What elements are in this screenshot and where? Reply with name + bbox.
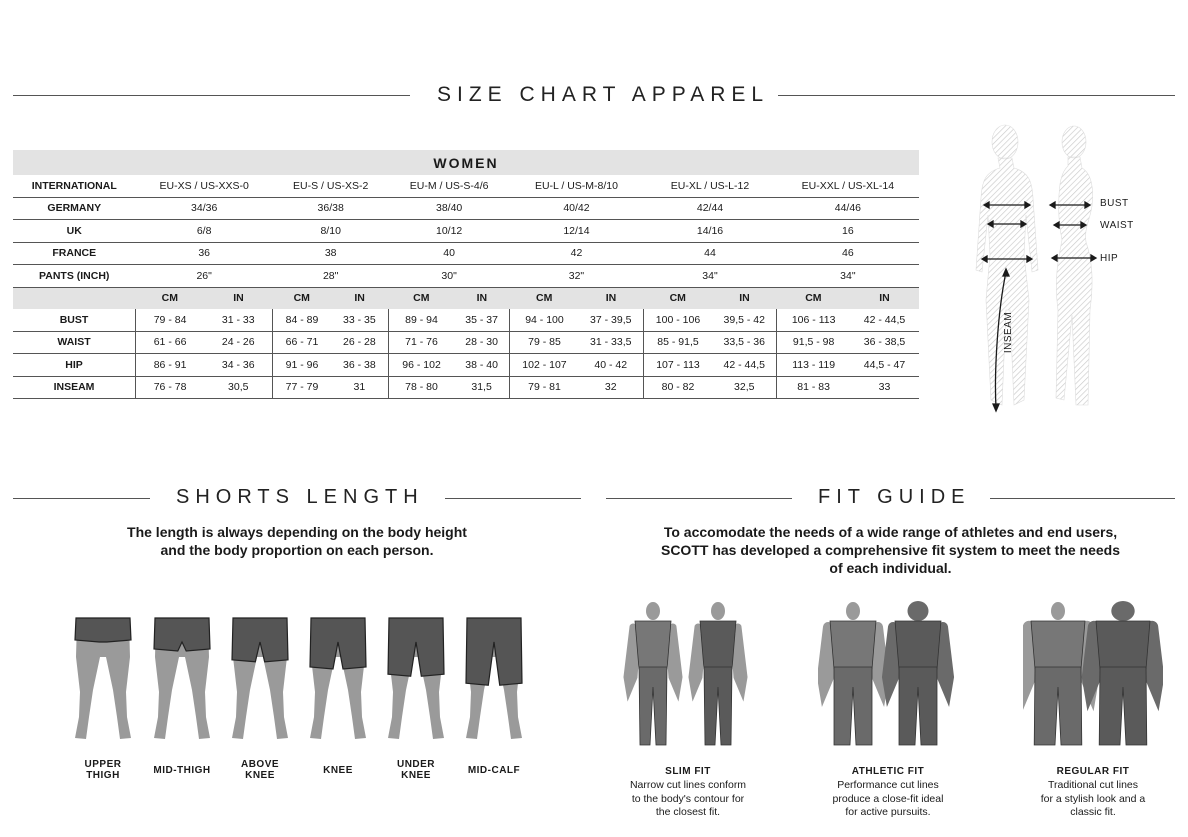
size-cell: 34" (643, 265, 777, 288)
shorts-length-label-line-2: KNEE (401, 770, 431, 781)
measure-cell: 32,5 (712, 376, 777, 399)
shorts-length-label-line-1: MID-CALF (467, 765, 521, 776)
unit-row-blank (13, 287, 136, 309)
waist-label: WAIST (1100, 220, 1134, 231)
measure-cell: 113 - 119 (777, 354, 850, 377)
measure-cell: 24 - 26 (204, 331, 273, 354)
measure-row-1 (13, 331, 919, 354)
measure-cell: 31 - 33,5 (579, 331, 644, 354)
unit-row (13, 287, 919, 309)
fit-description-line: produce a close-fit ideal (832, 792, 944, 805)
fit-description (606, 523, 1175, 577)
unit-in: IN (579, 287, 644, 309)
measure-cell: 33 - 35 (331, 309, 389, 331)
measure-cell: 79 - 84 (136, 309, 205, 331)
shorts-figure-1 (147, 612, 217, 742)
fit-description-line-3: of each individual. (829, 560, 952, 576)
front-body-silhouette (976, 125, 1038, 405)
measure-cell: 31 - 33 (204, 309, 273, 331)
measure-cell: 28 - 30 (454, 331, 510, 354)
measure-label: INSEAM (13, 376, 136, 399)
measure-cell: 31 (331, 376, 389, 399)
size-cell: 38 (273, 242, 389, 265)
fit-rule-right (990, 498, 1175, 499)
row-label: FRANCE (13, 242, 136, 265)
measure-cell: 89 - 94 (389, 309, 454, 331)
measure-row-3 (13, 376, 919, 399)
measure-cell: 36 - 38 (331, 354, 389, 377)
size-cell: 26" (136, 265, 273, 288)
size-cell: 32" (510, 265, 644, 288)
fit-person (692, 602, 744, 745)
measure-row-2 (13, 354, 919, 377)
measure-cell: 39,5 - 42 (712, 309, 777, 331)
size-cell: 42 (510, 242, 644, 265)
measure-cell: 79 - 85 (510, 331, 579, 354)
size-cell: 38/40 (389, 197, 510, 220)
measure-label: WAIST (13, 331, 136, 354)
shorts-length-label-line-1: UPPER (84, 759, 122, 770)
unit-cm: CM (643, 287, 712, 309)
size-cell: EU-XL / US-L-12 (643, 175, 777, 197)
shorts-shape (310, 618, 366, 669)
fit-rule-left (606, 498, 792, 499)
fit-name: REGULAR FIT (1056, 766, 1130, 777)
shorts-rule-left (13, 498, 150, 499)
fit-description-text (808, 779, 968, 820)
measure-cell: 36 - 38,5 (850, 331, 919, 354)
measure-cell: 80 - 82 (643, 376, 712, 399)
measure-cell: 106 - 113 (777, 309, 850, 331)
body-measurement-figure (960, 120, 1160, 420)
measure-cell: 34 - 36 (204, 354, 273, 377)
shorts-length-label-line-2: KNEE (245, 770, 275, 781)
fit-description-line: Traditional cut lines (1047, 779, 1139, 791)
women-heading: WOMEN (13, 150, 919, 175)
measure-cell: 40 - 42 (579, 354, 644, 377)
fit-description-line: to the body's contour for (631, 792, 745, 805)
fit-person (1088, 601, 1158, 745)
shorts-length-label (454, 765, 534, 776)
fit-description-line-2: SCOTT has developed a comprehensive fit system to meet the needs (660, 542, 1121, 558)
measure-cell: 79 - 81 (510, 376, 579, 399)
size-cell: 36/38 (273, 197, 389, 220)
measure-cell: 66 - 71 (273, 331, 331, 354)
size-chart-title: SIZE CHART APPAREL (437, 83, 770, 106)
size-cell: 42/44 (643, 197, 777, 220)
measure-cell: 30,5 (204, 376, 273, 399)
size-row-2 (13, 220, 919, 243)
size-cell: 12/14 (510, 220, 644, 243)
measure-cell: 100 - 106 (643, 309, 712, 331)
fit-description-line: the closest fit. (655, 806, 721, 818)
row-label: GERMANY (13, 197, 136, 220)
shorts-length-label (376, 759, 456, 781)
size-cell: 34" (777, 265, 919, 288)
shorts-rule-right (445, 498, 581, 499)
size-row-0 (13, 175, 919, 197)
shorts-length-label-line-1: UNDER (396, 759, 436, 770)
bust-label: BUST (1100, 198, 1129, 209)
unit-cm: CM (510, 287, 579, 309)
size-table (13, 150, 919, 399)
size-cell: 34/36 (136, 197, 273, 220)
size-cell: 44 (643, 242, 777, 265)
size-cell: 36 (136, 242, 273, 265)
size-cell: 30" (389, 265, 510, 288)
fit-description-text (608, 779, 768, 820)
shorts-length-label (63, 759, 143, 781)
measure-cell: 77 - 79 (273, 376, 331, 399)
measure-cell: 35 - 37 (454, 309, 510, 331)
shorts-length-label (142, 765, 222, 776)
size-cell: EU-XS / US-XXS-0 (136, 175, 273, 197)
measure-cell: 37 - 39,5 (579, 309, 644, 331)
shorts-length-label-line-2: THIGH (86, 770, 120, 781)
shorts-description-line-1: The length is always depending on the body height (127, 524, 467, 540)
measure-label: HIP (13, 354, 136, 377)
unit-cm: CM (777, 287, 850, 309)
unit-cm: CM (273, 287, 331, 309)
measure-cell: 78 - 80 (389, 376, 454, 399)
size-row-4 (13, 265, 919, 288)
size-row-1 (13, 197, 919, 220)
shorts-length-label-line-1: KNEE (323, 765, 353, 776)
shorts-figure-5 (459, 612, 529, 742)
size-cell: 40/42 (510, 197, 644, 220)
measure-cell: 96 - 102 (389, 354, 454, 377)
shorts-figure-0 (68, 612, 138, 742)
size-cell: 16 (777, 220, 919, 243)
shorts-figure-2 (225, 612, 295, 742)
size-cell: 44/46 (777, 197, 919, 220)
shorts-figure-4 (381, 612, 451, 742)
measure-cell: 33 (850, 376, 919, 399)
shorts-length-label (298, 765, 378, 776)
size-cell: EU-XXL / US-XL-14 (777, 175, 919, 197)
fit-figure-0 (618, 597, 758, 752)
measure-cell: 61 - 66 (136, 331, 205, 354)
measure-cell: 84 - 89 (273, 309, 331, 331)
measure-cell: 31,5 (454, 376, 510, 399)
fit-guide-title: FIT GUIDE (818, 486, 971, 508)
measure-cell: 94 - 100 (510, 309, 579, 331)
shorts-length-label-line-1: ABOVE (240, 759, 280, 770)
measure-cell: 32 (579, 376, 644, 399)
size-cell: 10/12 (389, 220, 510, 243)
measure-cell: 44,5 - 47 (850, 354, 919, 377)
shorts-title: SHORTS LENGTH (176, 486, 424, 508)
size-cell: 8/10 (273, 220, 389, 243)
fit-name: SLIM FIT (665, 766, 711, 777)
unit-in: IN (454, 287, 510, 309)
row-label: UK (13, 220, 136, 243)
hip-label: HIP (1100, 253, 1119, 264)
size-cell: 14/16 (643, 220, 777, 243)
size-row-3 (13, 242, 919, 265)
measure-cell: 38 - 40 (454, 354, 510, 377)
shorts-figure-3 (303, 612, 373, 742)
fit-name: ATHLETIC FIT (851, 766, 925, 777)
measure-cell: 102 - 107 (510, 354, 579, 377)
size-table-body (13, 150, 919, 399)
fit-person (822, 602, 884, 745)
unit-in: IN (204, 287, 273, 309)
measure-cell: 91 - 96 (273, 354, 331, 377)
measure-cell: 86 - 91 (136, 354, 205, 377)
measure-cell: 76 - 78 (136, 376, 205, 399)
measure-cell: 33,5 - 36 (712, 331, 777, 354)
unit-in: IN (712, 287, 777, 309)
unit-cm: CM (136, 287, 205, 309)
fit-description-line: for a stylish look and a (1040, 792, 1146, 805)
measure-label: BUST (13, 309, 136, 331)
fit-description-line-1: To accomodate the needs of a wide range of athletes and end users, (663, 524, 1118, 540)
fit-description-line: Narrow cut lines conform (629, 779, 747, 791)
measure-cell: 42 - 44,5 (712, 354, 777, 377)
size-cell: 46 (777, 242, 919, 265)
row-label: PANTS (INCH) (13, 265, 136, 288)
inseam-label: INSEAM (1003, 311, 1015, 354)
measure-cell: 71 - 76 (389, 331, 454, 354)
measure-cell: 85 - 91,5 (643, 331, 712, 354)
measure-row-0 (13, 309, 919, 331)
size-cell: EU-M / US-S-4/6 (389, 175, 510, 197)
measure-cell: 26 - 28 (331, 331, 389, 354)
size-cell: EU-L / US-M-8/10 (510, 175, 644, 197)
fit-description-line: for active pursuits. (845, 806, 931, 818)
fit-description-line: classic fit. (1070, 806, 1116, 818)
fit-description-line: Performance cut lines (837, 779, 939, 791)
size-cell: 6/8 (136, 220, 273, 243)
fit-person (887, 601, 949, 745)
measure-cell: 91,5 - 98 (777, 331, 850, 354)
shorts-length-label (220, 759, 300, 781)
measure-cell: 42 - 44,5 (850, 309, 919, 331)
row-label: INTERNATIONAL (13, 175, 136, 197)
shorts-description-line-2: and the body proportion on each person. (160, 542, 434, 558)
measure-cell: 81 - 83 (777, 376, 850, 399)
size-cell: 40 (389, 242, 510, 265)
size-cell: EU-S / US-XS-2 (273, 175, 389, 197)
side-body-silhouette (1056, 126, 1093, 405)
fit-person (627, 602, 679, 745)
title-rule-right (778, 95, 1175, 96)
size-cell: 28" (273, 265, 389, 288)
fit-figure-2 (1023, 597, 1163, 752)
fit-description-text (1013, 779, 1173, 820)
shorts-shape (75, 618, 131, 642)
shorts-length-label-line-1: MID-THIGH (153, 765, 211, 776)
title-rule-left (13, 95, 410, 96)
women-header-row (13, 150, 919, 175)
shorts-description (13, 523, 581, 559)
unit-in: IN (331, 287, 389, 309)
fit-figure-1 (818, 597, 958, 752)
measure-cell: 107 - 113 (643, 354, 712, 377)
unit-cm: CM (389, 287, 454, 309)
unit-in: IN (850, 287, 919, 309)
